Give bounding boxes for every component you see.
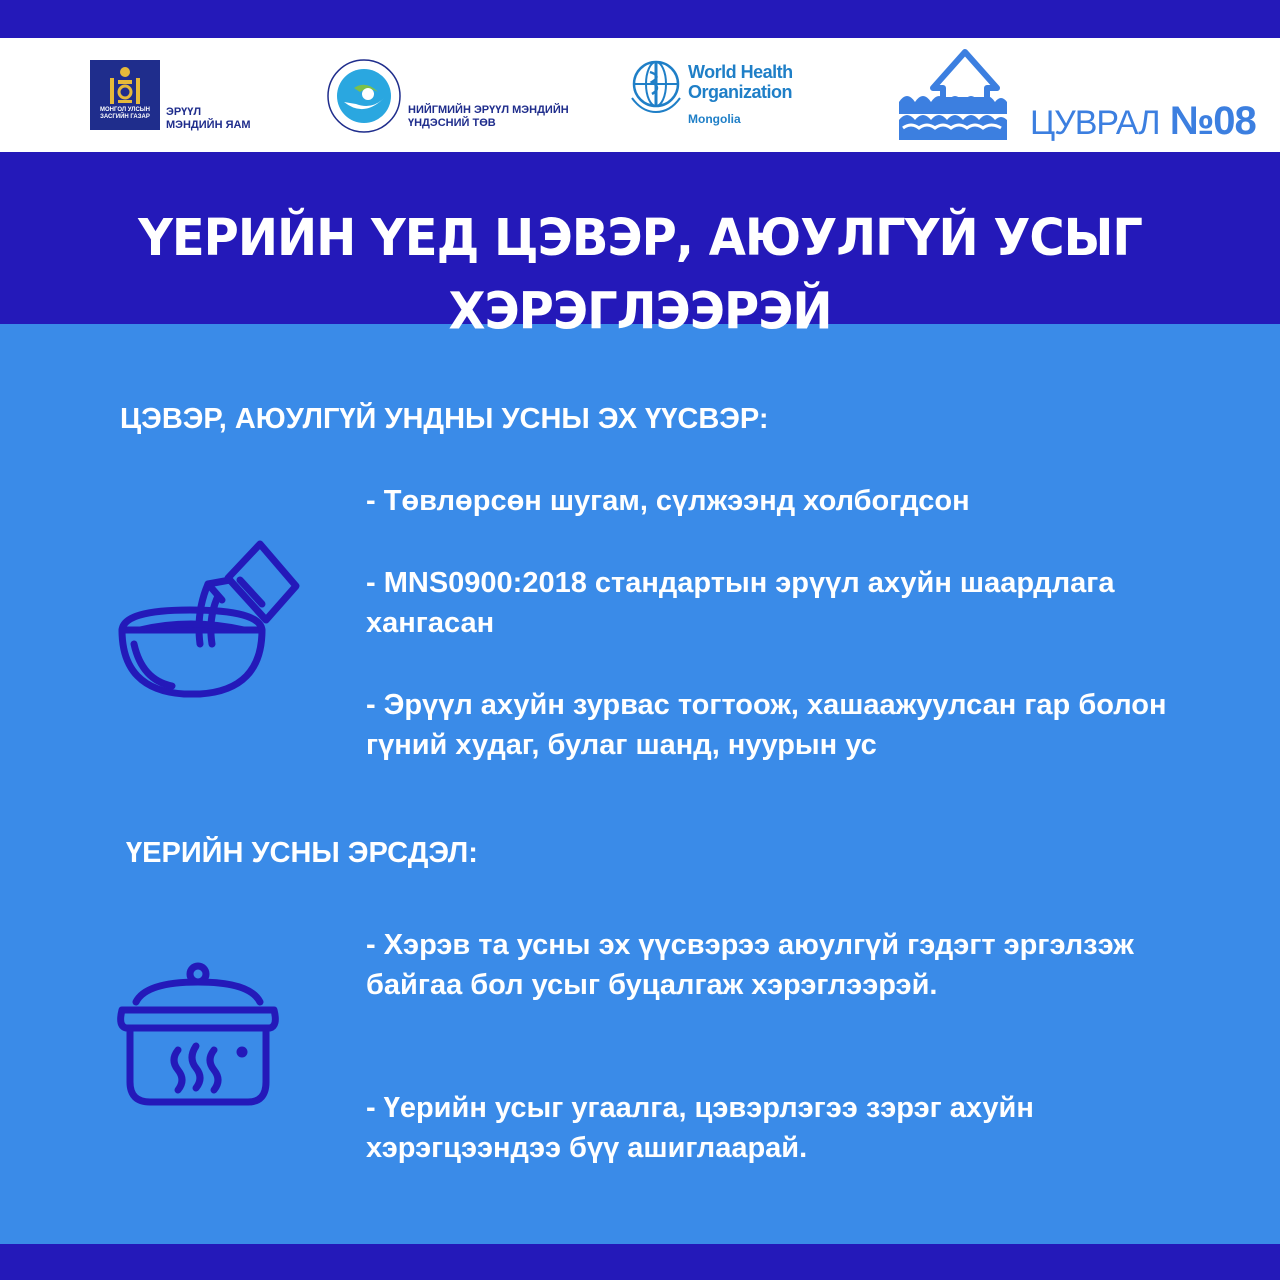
ncph-circle-icon [326,58,402,134]
ncph-name-line1: НИЙГМИЙН ЭРҮҮЛ МЭНДИЙН [408,104,569,116]
who-country: Mongolia [688,112,741,126]
section2-item-1: - Хэрэв та усны эх үүсвэрээ аюулгүй гэдэгт эргэлзэж байгаа бол усыг буцалгаж хэрэглээрэй. [366,929,1134,1001]
top-bar [0,0,1280,38]
section1-item-3: - Эрүүл ахуйн зурвас тогтоож, хашаажуулсан гар болон гүний худаг, булаг шанд, нуурын ус [366,689,1167,761]
emblem-caption: МОНГОЛ УЛСЫН ЗАСГИЙН ГАЗАР [100,107,150,120]
who-logo [628,58,793,126]
series-label: ЦУВРАЛ [1030,104,1160,142]
section2-item-2: - Үерийн усыг угаалга, цэвэрлэгээ зэрэг ахуйн хэрэгцээндээ бүү ашиглаарай. [366,1092,1034,1164]
who-emblem-icon [628,58,684,114]
who-name-line2: Organization [688,82,793,102]
ministry-name-line1: ЭРҮҮЛ [166,106,202,118]
ministry-name [166,106,251,132]
pouring-water-bowl-icon [112,540,302,715]
boiling-pot-icon [116,962,282,1115]
section1-item-1: - Төвлөрсөн шугам, сүлжээнд холбогдсон [366,485,970,517]
series-value: №08 [1169,99,1256,143]
flood-house-logo [897,48,1009,149]
bottom-bar [0,1244,1280,1280]
ncph-name-line2: ҮНДЭСНИЙ ТӨВ [408,117,496,129]
ncph-name [408,104,569,130]
who-name-line1: World Health [688,62,793,82]
ncph-logo [326,58,569,139]
series-number [1030,96,1256,148]
flood-house-icon [897,48,1009,144]
section1-item-2: - MNS0900:2018 стандартын эрүүл ахуйн шаардлага хангасан [366,567,1115,639]
section2-heading: ҮЕРИЙН УСНЫ ЭРСДЭЛ: [126,837,478,869]
soyombo-emblem [90,60,160,130]
ministry-name-line2: МЭНДИЙН ЯАМ [166,119,251,131]
section1-heading: ЦЭВЭР, АЮУЛГҮЙ УНДНЫ УСНЫ ЭХ ҮҮСВЭР: [120,403,769,435]
page-title: ҮЕРИЙН ҮЕД ЦЭВЭР, АЮУЛГҮЙ УСЫГ ХЭРЭГЛЭЭРЭЙ [138,208,1142,342]
